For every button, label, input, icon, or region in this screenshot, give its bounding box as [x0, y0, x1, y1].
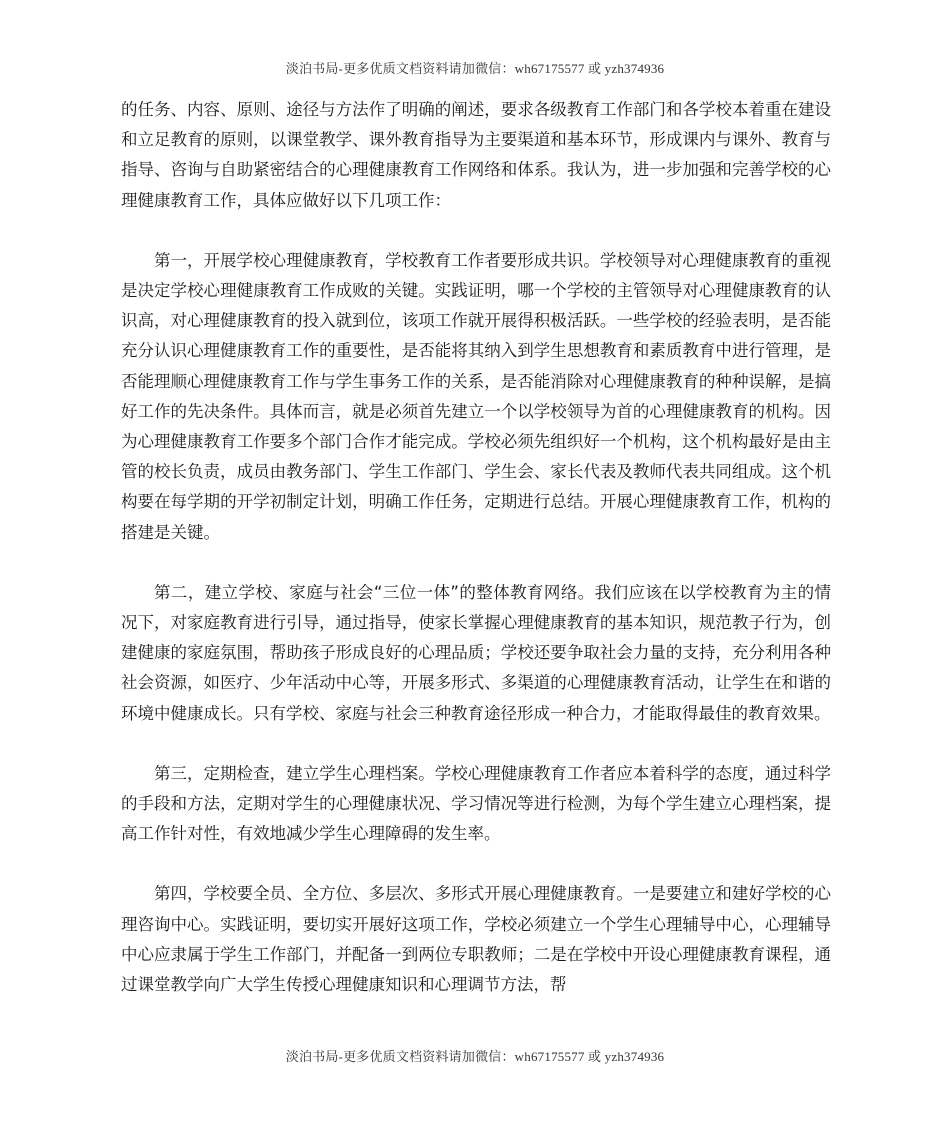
paragraph-intro: 的任务、内容、原则、途径与方法作了明确的阐述，要求各级教育工作部门和各学校本着重在建设和立足教育的原则，以课堂教学、课外教育指导为主要渠道和基本环节，形成课内与课外、教育与指导、咨询与自助紧密结合的心理健康教育工作网络和体系。我认为，进一步加强和完善学校的心理健康教育工作，具体应做好以下几项工作： [121, 100, 831, 210]
page-header: 淡泊书局-更多优质文档资料请加微信：wh67175577 或 yzh374936 [285, 61, 665, 76]
document-body [121, 95, 831, 1030]
paragraph-fourth: 第四，学校要全员、全方位、多层次、多形式开展心理健康教育。一是要建立和建好学校的心理咨询中心。实践证明，要切实开展好这项工作，学校必须建立一个学生心理辅导中心，心理辅导中心应隶属于学生工作部门，并配备一到两位专职教师；二是在学校中开设心理健康教育课程，通过课堂教学向广大学生传授心理健康知识和心理调节方法，帮 [121, 884, 831, 995]
paragraph-first: 第一，开展学校心理健康教育，学校教育工作者要形成共识。学校领导对心理健康教育的重视是决定学校心理健康教育工作成败的关键。实践证明，哪一个学校的主管领导对心理健康教育的认识高，对心理健康教育的投入就到位，该项工作就开展得积极活跃。一些学校的经验表明，是否能充分认识心理健康教育工作的重要性，是否能将其纳入到学生思想教育和素质教育中进行管理，是否能理顺心理健康教育工作与学生事务工作的关系，是否能消除对心理健康教育的种种误解，是搞好工作的先决条件。具体而言，就是必须首先建立一个以学校领导为首的心理健康教育的机构。因为心理健康教育工作要多个部门合作才能完成。学校必须先组织好一个机构，这个机构最好是由主管的校长负责，成员由教务部门、学生工作部门、学生会、家长代表及教师代表共同组成。这个机构要在每学期的开学初制定计划，明确工作任务，定期进行总结。开展心理健康教育工作，机构的搭建是关键。 [121, 250, 831, 542]
paragraph-third: 第三，定期检查，建立学生心理档案。学校心理健康教育工作者应本着科学的态度，通过科学的手段和方法，定期对学生的心理健康状况、学习情况等进行检测，为每个学生建立心理档案，提高工作针对性，有效地减少学生心理障碍的发生率。 [121, 763, 831, 844]
page-footer: 淡泊书局-更多优质文档资料请加微信：wh67175577 或 yzh374936 [285, 1049, 665, 1064]
paragraph-second: 第二，建立学校、家庭与社会“三位一体”的整体教育网络。我们应该在以学校教育为主的情况下，对家庭教育进行引导，通过指导，使家长掌握心理健康教育的基本知识，规范教子行为，创建健康的家庭氛围，帮助孩子形成良好的心理品质；学校还要争取社会力量的支持，充分利用各种社会资源，如医疗、少年活动中心等，开展多形式、多渠道的心理健康教育活动，让学生在和谐的环境中健康成长。只有学校、家庭与社会三种教育途径形成一种合力，才能取得最佳的教育效果。 [121, 582, 831, 723]
